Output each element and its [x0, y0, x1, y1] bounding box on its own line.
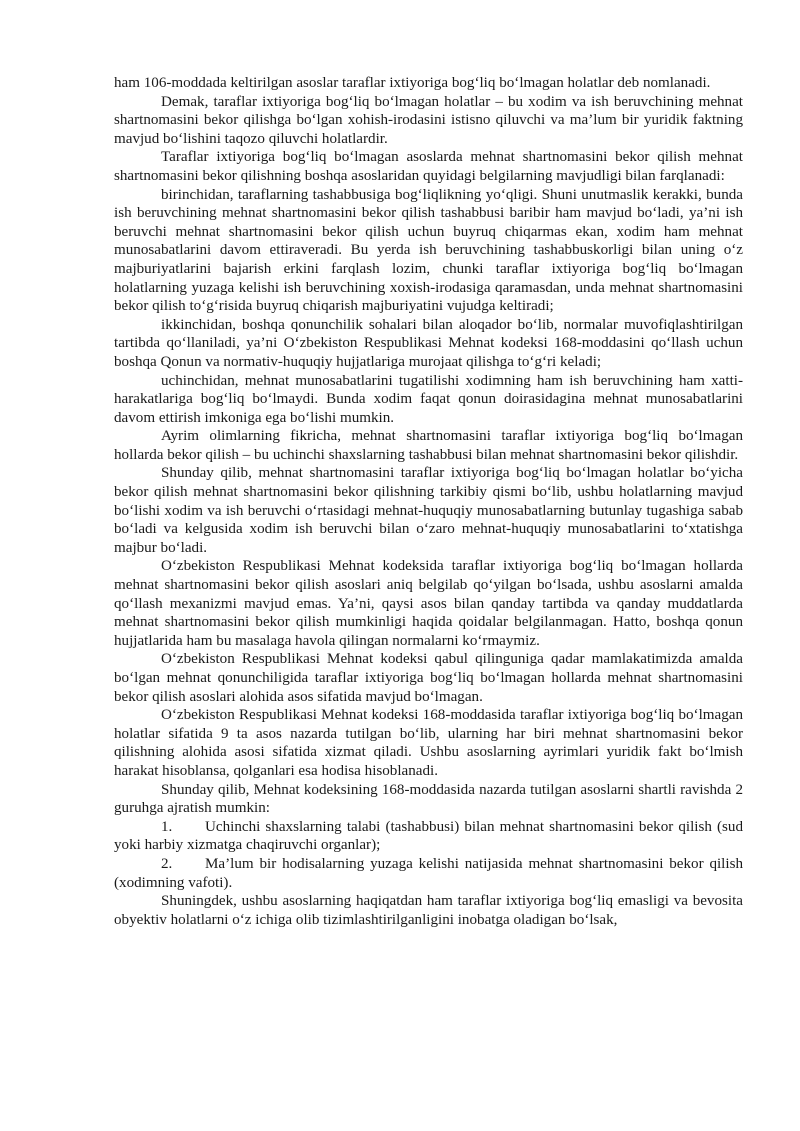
paragraph-definition: Demak, taraflar ixtiyoriga bog‘liq bo‘lmagan holatlar – bu xodim va ish beruvchining mehnat shartnomasini bekor qilishga bo‘lgan xohish-irodasini istisno qiluvchi va ma’lum bir yuridik faktning mavjud bo‘lishini taqozo qiluvchi holatlardir.: [114, 93, 743, 147]
paragraph-article-168: O‘zbekiston Respublikasi Mehnat kodeksi 168-moddasida taraflar ixtiyoriga bog‘liq bo‘lmagan holatlar sifatida 9 ta asos nazarda tutilgan bo‘lib, ularning har biri mehnat shartnomasini bekor qilishning alohida asosi sifatida xizmat qiladi. Ushbu asoslarning ayrimlari yuridik fakt bo‘lmish harakat hisoblansa, qolganlari esa hodisa hisoblanadi.: [114, 707, 743, 779]
list-item: [114, 855, 743, 892]
paragraph-scholars-opinion: Ayrim olimlarning fikricha, mehnat shartnomasini taraflar ixtiyoriga bog‘liq bo‘lmagan hollarda bekor qilish – bu uchinchi shaxslarning tashabbusi bilan mehnat shartnomasini bekor qilishdir.: [114, 428, 743, 463]
list-item: [114, 818, 743, 855]
list-item-number: 2.: [161, 855, 173, 872]
paragraph-first-feature: birinchidan, taraflarning tashabbusiga bog‘liqlikning yo‘qligi. Shuni unutmaslik kerakki, bunda ish beruvchining mehnat shartnomasini bekor qilish tashabbusi baribir ham mavjud bo‘ladi, ya’ni ish beruvchi mehnat shartnomasini bekor qilish uchun buyruq chiqarmas ekan, xodim ham mehnat munosabatlarini davom ettiraveradi. Bu yerda ish beruvchining tashabbuskorligi bilan uning o‘z majburiyatlarini bajarish erkini farqlash lozim, chunki taraflar ixtiyoriga bog‘liq bo‘lmagan holatlarning yuzaga kelishi ish beruvchining xoxish-irodasiga qaramasdan, unda mehnat shartnomasini bekor qilish to‘g‘risida buyruq chiqarish majburiyatini vujudga keltiradi;: [114, 186, 743, 315]
paragraph-closing: Shuningdek, ushbu asoslarning haqiqatdan ham taraflar ixtiyoriga bog‘liq emasligi va bevosita obyektiv holatlarni o‘z ichiga olib tizimlashtirilganligini inobatga oladigan bo‘lsak,: [114, 893, 743, 928]
paragraph-third-feature: uchinchidan, mehnat munosabatlarini tugatilishi xodimning ham ish beruvchining ham xatti-harakatlariga bog‘liq bo‘lmaydi. Bunda xodim faqat qonun doirasidagina mehnat munosabatlarini davom ettirish imkoniga ega bo‘lishi mumkin.: [114, 372, 743, 426]
list-item-text: Uchinchi shaxslarning talabi (tashabbusi) bilan mehnat shartnomasini bekor qilish (sud yoki harbiy xizmatga chaqiruvchi organlar);: [114, 818, 743, 854]
paragraph-distinguishing-features: Taraflar ixtiyoriga bog‘liq bo‘lmagan asoslarda mehnat shartnomasini bekor qilish mehnat shartnomasini bekor qilishning boshqa asoslaridan quyidagi belgilarning mavjudligi bilan farqlanadi:: [114, 149, 743, 184]
paragraph-conclusion: Shunday qilib, mehnat shartnomasini taraflar ixtiyoriga bog‘liq bo‘lmagan holatlar bo‘yicha bekor qilish mehnat shartnomasini bekor qilishning tarkibiy qismi bo‘lib, ushbu holatlarning mavjud bo‘lishi xodim va ish beruvchi o‘rtasidagi mehnat-huquqiy munosabatlarning butunlay tugashiga sabab bo‘ladi va kelgusida xodim ish beruvchi bilan o‘zaro mehnat-huquqiy munosabatlarini to‘xtatishga majbur bo‘ladi.: [114, 465, 743, 556]
paragraph-second-feature: ikkinchidan, boshqa qonunchilik sohalari bilan aloqador bo‘lib, normalar muvofiqlashtirilgan tartibda qo‘llaniladi, ya’ni O‘zbekiston Respublikasi Mehnat kodeksi 168-moddasini qo‘llash uchun boshqa Qonun va normativ-huquqiy hujjatlariga murojaat qilishga to‘g‘ri keladi;: [114, 316, 743, 370]
paragraph-prior-legislation: O‘zbekiston Respublikasi Mehnat kodeksi qabul qilinguniga qadar mamlakatimizda amalda bo‘lgan mehnat qonunchiligida taraflar ixtiyoriga bog‘liq bo‘lmagan hollarda mehnat shartnomasini bekor qilish asoslari alohida asos sifatida mavjud bo‘lmagan.: [114, 651, 743, 705]
paragraph-labor-code-gap: O‘zbekiston Respublikasi Mehnat kodeksida taraflar ixtiyoriga bog‘liq bo‘lmagan hollarda mehnat shartnomasini bekor qilish asoslari aniq belgilab qo‘yilgan bo‘lsada, ushbu asoslarni amalda qo‘llash mexanizmi mavjud emas. Ya’ni, qaysi asos bilan qanday tartibda va qanday muddatlarda mehnat shartnomasini bekor qilish mumkinligi haqida qoidalar belgilanmagan. Hatto, boshqa qonun hujjatlarida ham bu masalaga havola qilingan normalarni ko‘rmaymiz.: [114, 558, 743, 649]
paragraph-two-groups: Shunday qilib, Mehnat kodeksining 168-moddasida nazarda tutilgan asoslarni shartli ravishda 2 guruhga ajratish mumkin:: [114, 781, 743, 817]
paragraph-continuation: ham 106-moddada keltirilgan asoslar taraflar ixtiyoriga bog‘liq bo‘lmagan holatlar deb nomlanadi.: [114, 75, 711, 91]
list-item-number: 1.: [161, 818, 173, 835]
list-item-text: Ma’lum bir hodisalarning yuzaga kelishi natijasida mehnat shartnomasini bekor qilish (xodimning vafoti).: [114, 855, 743, 891]
